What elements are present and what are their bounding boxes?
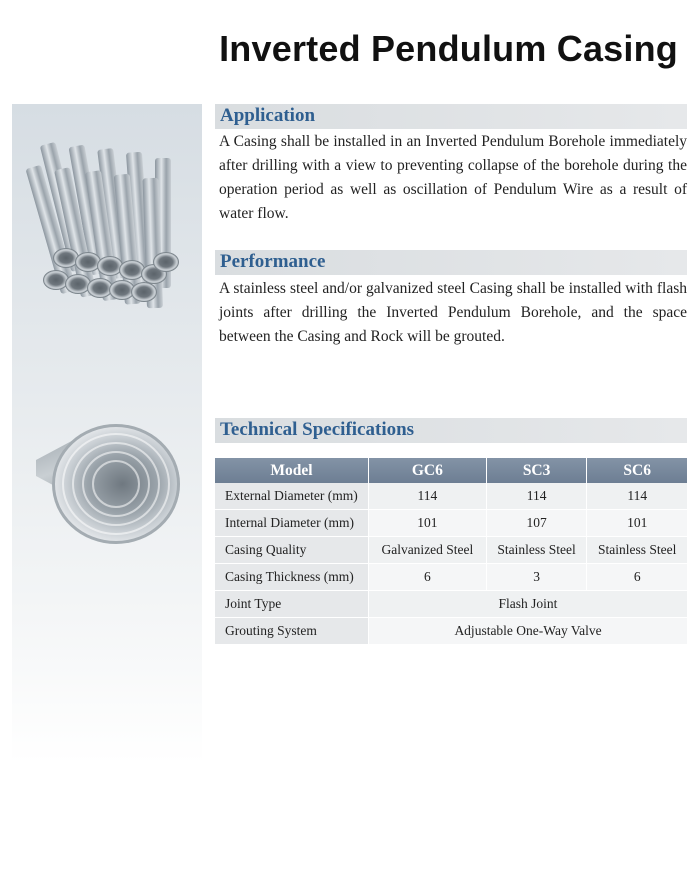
row-label: Internal Diameter (mm) bbox=[215, 510, 369, 537]
table-cell: 114 bbox=[369, 483, 487, 510]
table-cell: Stainless Steel bbox=[486, 537, 587, 564]
application-text: A Casing shall be installed in an Inverted Pendulum Borehole immediately after drilling with a view to preventing collapse of the borehole during the operation period as well as oscillation of Pendulum Wire as a result of water flow. bbox=[219, 133, 687, 222]
table-cell: Stainless Steel bbox=[587, 537, 687, 564]
table-cell: 114 bbox=[587, 483, 687, 510]
table-cell: 3 bbox=[486, 564, 587, 591]
performance-heading: Performance bbox=[220, 251, 326, 272]
application-heading: Application bbox=[220, 105, 316, 126]
application-heading-bar bbox=[215, 104, 687, 129]
table-cell: 101 bbox=[587, 510, 687, 537]
casing-opening bbox=[52, 424, 180, 544]
performance-heading-bar bbox=[215, 250, 687, 275]
row-label: Casing Thickness (mm) bbox=[215, 564, 369, 591]
table-header-row bbox=[215, 458, 687, 483]
column-header: Model bbox=[215, 458, 369, 483]
row-label: Grouting System bbox=[215, 618, 369, 645]
pipe-end bbox=[153, 252, 179, 272]
table-row bbox=[215, 483, 687, 510]
pipe-end bbox=[131, 282, 157, 302]
table-row bbox=[215, 591, 687, 618]
row-label: Joint Type bbox=[215, 591, 369, 618]
column-header: SC6 bbox=[587, 458, 687, 483]
table-row bbox=[215, 564, 687, 591]
table-row bbox=[215, 537, 687, 564]
table-cell: 6 bbox=[587, 564, 687, 591]
table-cell: 114 bbox=[486, 483, 587, 510]
specs-heading-bar bbox=[215, 418, 687, 443]
table-cell-merged: Flash Joint bbox=[369, 591, 688, 618]
specifications-table bbox=[215, 458, 687, 645]
table-cell: 107 bbox=[486, 510, 587, 537]
spiral-casing-image bbox=[34, 418, 184, 548]
column-header: SC3 bbox=[486, 458, 587, 483]
table-row bbox=[215, 510, 687, 537]
coil-ring bbox=[92, 460, 140, 508]
specs-heading: Technical Specifications bbox=[220, 419, 415, 440]
table-row bbox=[215, 618, 687, 645]
table-cell: 6 bbox=[369, 564, 487, 591]
row-label: External Diameter (mm) bbox=[215, 483, 369, 510]
page-title: Inverted Pendulum Casing bbox=[219, 28, 678, 69]
steel-pipe-bundle-image bbox=[33, 140, 193, 300]
performance-text: A stainless steel and/or galvanized steel Casing shall be installed with flash joints after drilling the Inverted Pendulum Borehole, and the space between the Casing and Rock will be grouted. bbox=[219, 280, 687, 345]
table-cell: 101 bbox=[369, 510, 487, 537]
column-header: GC6 bbox=[369, 458, 487, 483]
table-cell: Galvanized Steel bbox=[369, 537, 487, 564]
row-label: Casing Quality bbox=[215, 537, 369, 564]
table-cell-merged: Adjustable One-Way Valve bbox=[369, 618, 688, 645]
